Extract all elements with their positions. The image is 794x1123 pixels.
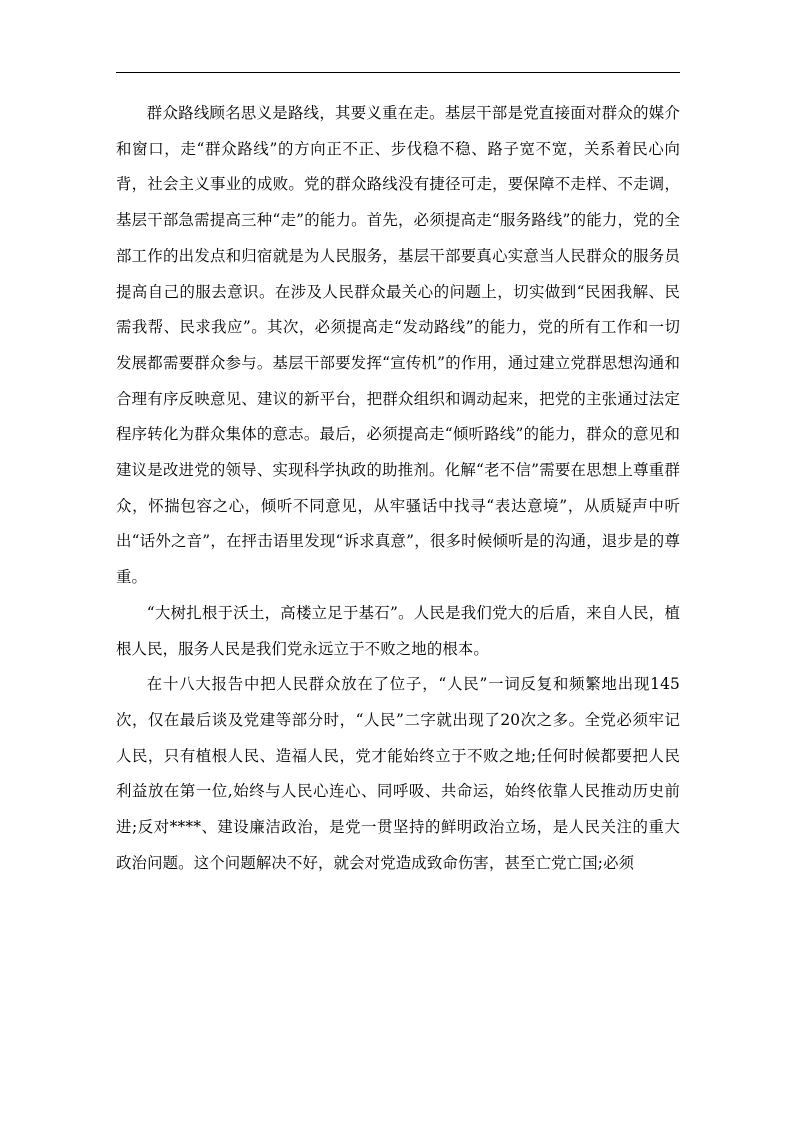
paragraph-mass-line: 群众路线顾名思义是路线，其要义重在走。基层干部是党直接面对群众的媒介和窗口，走“群众路线”的方向正不正、步伐稳不稳、路子宽不宽，关系着民心向背，社会主义事业的成败。党的群众路线没有捷径可走，要保障不走样、不走调，基层干部急需提高三种“走”的能力。首先，必须提高走“服务路线”的能力，党的全部工作的出发点和归宿就是为人民服务，基层干部要真心实意当人民群众的服务员提高自己的服去意识。在涉及人民群众最关心的问题上，切实做到“民困我解、民需我帮、民求我应”。其次，必须提高走“发动路线”的能力，党的所有工作和一切发展都需要群众参与。基层干部要发挥“宣传机”的作用，通过建立党群思想沟通和合理有序反映意见、建议的新平台，把群众组织和调动起来，把党的主张通过法定程序转化为群众集体的意志。最后，必须提高走“倾听路线”的能力，群众的意见和建议是改进党的领导、实现科学执政的助推剂。化解“老不信”需要在思想上尊重群众，怀揣包容之心，倾听不同意见，从牢骚话中找寻“表达意境”，从质疑声中听出“话外之音”，在抨击语里发现“诉求真意”，很多时候倾听是的沟通，退步是的尊重。 — [116, 104, 680, 587]
document-body — [116, 96, 680, 881]
paragraph-tree-roots: “大树扎根于沃土，高楼立足于基石”。人民是我们党大的后盾，来自人民，植根人民，服务人民是我们党永远立于不败之地的根本。 — [116, 603, 680, 658]
header-rule — [116, 72, 680, 73]
paragraph-eighteenth-congress: 在十八大报告中把人民群众放在了位子，“人民”一词反复和频繁地出现145次，仅在最后谈及党建等部分时，“人民”二字就出现了20次之多。全党必须牢记人民，只有植根人民、造福人民，党才能始终立于不败之地;任何时候都要把人民利益放在第一位,始终与人民心连心、同呼吸、共命运，始终依靠人民推动历史前进;反对****、建设廉洁政治，是党一贯坚持的鲜明政治立场，是人民关注的重大政治问题。这个问题解决不好，就会对党造成致命伤害，甚至亡党亡国;必须 — [116, 675, 680, 872]
